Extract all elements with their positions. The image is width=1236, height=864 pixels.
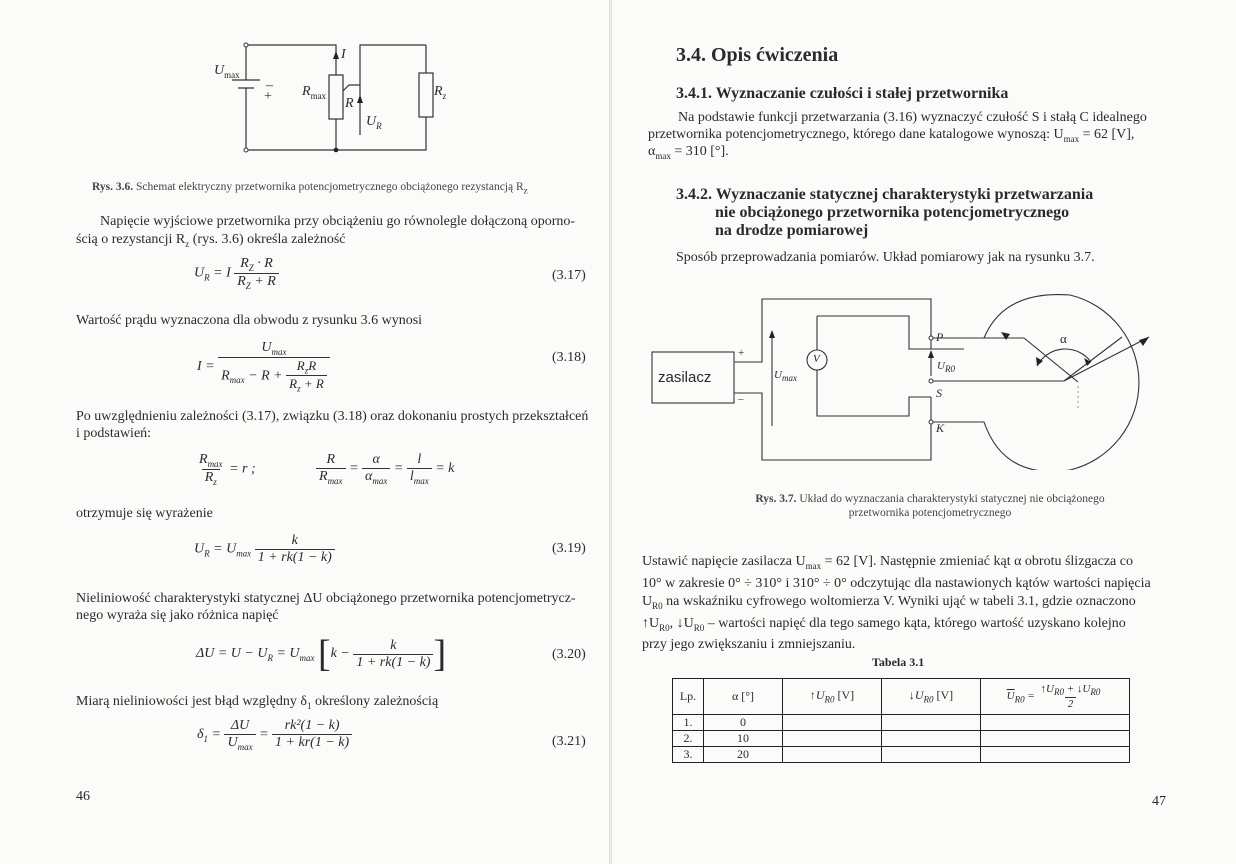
paragraph-5-cont: nego wyraża się jako różnica napięć <box>76 608 279 623</box>
fig37-minus: – <box>738 393 744 405</box>
paragraph-1-cont: ścią o rezystancji $R_z$ (rys. 3.6) określa zależność <box>76 232 346 249</box>
cell-empty <box>981 747 1130 763</box>
fig37-plus: + <box>738 347 745 359</box>
fig37-zasilacz-label: zasilacz <box>658 369 712 386</box>
fig36-rmax-label: $R_{max}$ <box>302 84 327 101</box>
fig36-i-label: I <box>341 47 346 62</box>
page-number-right: 47 <box>1152 794 1166 809</box>
fig37-voltmeter-label: V <box>813 353 820 365</box>
fig36-umax-label: $U_{max}$ <box>214 63 240 80</box>
left-page <box>0 0 612 864</box>
cell-empty <box>783 747 882 763</box>
cell-empty <box>882 715 981 731</box>
table-row <box>673 731 1130 747</box>
figure-3-6-caption: Rys. 3.6. Schemat elektryczny przetwornika potencjometrycznego obciążonego rezystancją $R_z$ <box>92 181 528 196</box>
cell-alpha: 10 <box>704 731 783 747</box>
paragraph-3-4-1-cont: przetwornika potencjometrycznego, którego dane katalogowe wynoszą: $U_{max} = 62$ [V], <box>648 127 1135 144</box>
cell-empty <box>981 715 1130 731</box>
cell-lp: 3. <box>673 747 704 763</box>
table-3-1-title: Tabela 3.1 <box>872 655 925 669</box>
equation-3-21: $\delta_1$ = $\frac{\Delta U}{U_{max}}$ = $\frac{\text{rk²(1 − k)}}{1 + kr(1 - k)}$ <box>197 718 352 752</box>
paragraph-4: otrzymuje się wyrażenie <box>76 506 213 521</box>
substitution-r: $\frac{R_{max}}{R_z}$ = r ; <box>199 452 256 487</box>
right-page <box>614 0 1236 864</box>
fig36-rz-label: $R_z$ <box>434 84 447 101</box>
section-title: 3.4. Opis ćwiczenia <box>676 44 839 66</box>
fig36-ur-label: $U_R$ <box>366 114 382 131</box>
cell-empty <box>882 731 981 747</box>
paragraph-3-cont: i podstawień: <box>76 426 152 441</box>
figure-3-7-circuit <box>644 290 1184 470</box>
substitution-k: $\frac{R}{R_{max}}$ = $\frac{\alpha}{\alpha_{max}}$ = $\frac{l}{l_{max}}$ = k <box>316 452 454 486</box>
subsection-3-4-2-title-line3: na drodze pomiarowej <box>715 222 869 239</box>
cell-empty <box>783 731 882 747</box>
table-row <box>673 715 1130 731</box>
equation-3-18-number: (3.18) <box>552 350 586 365</box>
figure-3-7-caption: Rys. 3.7. Układ do wyznaczania charakterystyki statycznej nie obciążonego przetwornika potencjometrycznego <box>755 493 1105 519</box>
cell-empty <box>783 715 882 731</box>
subsection-3-4-2-title: 3.4.2. Wyznaczanie statycznej charakterystyki przetwarzania <box>676 186 1094 203</box>
page-number-left: 46 <box>76 789 90 804</box>
subsection-3-4-1-title: 3.4.1. Wyznaczanie czułości i stałej przetwornika <box>676 85 1009 102</box>
col-ur0-mean: $\overline{U}_{R0}$ = $\frac{↑U_{R0} + ↓U_{R0}}{2}$ <box>981 679 1130 715</box>
paragraph-3-4-2: Sposób przeprowadzania pomiarów. Układ pomiarowy jak na rysunku 3.7. <box>676 250 1095 265</box>
equation-3-17-number: (3.17) <box>552 268 586 283</box>
cell-lp: 1. <box>673 715 704 731</box>
table-header-row <box>673 679 1130 715</box>
paragraph-3: Po uwzględnieniu zależności (3.17), związku (3.18) oraz dokonaniu prostych przekształceń <box>76 409 589 424</box>
table-3-1 <box>672 678 1130 763</box>
subsection-3-4-2-title-line2: nie obciążonego przetwornika potencjometrycznego <box>715 204 1070 221</box>
figure-3-6-circuit <box>200 25 470 175</box>
fig37-k-label: K <box>936 421 945 435</box>
cell-alpha: 0 <box>704 715 783 731</box>
paragraph-3-4-1-alpha: $\alpha_{max} = 310$ [°]. <box>648 144 729 161</box>
fig36-plus: + <box>264 89 272 104</box>
fig37-alpha-label: α <box>1060 331 1067 346</box>
col-lp: Lp. <box>673 679 704 715</box>
equation-3-20-number: (3.20) <box>552 647 586 662</box>
fig36-minus: – <box>266 78 273 93</box>
paragraph-6: Miarą nieliniowości jest błąd względny $\delta_1$ określony zależnością <box>76 694 439 711</box>
fig37-umax-label: $U_{max}$ <box>774 369 797 384</box>
paragraph-1: Napięcie wyjściowe przetwornika przy obciążeniu go równolegle dołączoną oporno- <box>100 214 576 229</box>
fig37-p-label: P <box>936 330 944 344</box>
equation-3-21-number: (3.21) <box>552 734 586 749</box>
equation-3-17: $U_R = I$ $\frac{R_Z \cdot R}{R_Z + R}$ <box>194 256 279 291</box>
cell-empty <box>882 747 981 763</box>
equation-3-19: $U_R = U_{max}$ $\frac{k}{1 + rk(1 - k)}$ <box>194 533 335 566</box>
col-alpha: α [°] <box>704 679 783 715</box>
paragraph-2: Wartość prądu wyznaczona dla obwodu z rysunku 3.6 wynosi <box>76 313 423 328</box>
cell-alpha: 20 <box>704 747 783 763</box>
paragraph-5: Nieliniowość charakterystyki statycznej ΔU obciążonego przetwornika potencjometrycz- <box>76 591 576 606</box>
equation-3-20: $\Delta U = U - U_R = U_{max}$ [k − $\frac{k}{1 + rk(1 - k)}$ ] <box>196 633 447 675</box>
paragraph-instructions: Ustawić napięcie zasilacza $U_{max} = 62$ [V]. Następnie zmieniać kąt α obrotu ślizgacza co 10° w zakresie 0° ÷ 310° i 310° ÷ 0° odczytując dla nastawionych kątów wartości napięcia $U_{R0}$ na wskaźniku cyfrowego woltomierza V. Wyniki ująć w tabeli 3.1, gdzie oznaczono $↑U_{R0}$, $↓U_{R0}$ – wartości napięć dla tego samego kąta, którego wartość uzyskano kolejno przy jego zwiększaniu i zmniejszaniu. <box>642 554 1151 653</box>
fig36-r-label: R <box>345 96 354 111</box>
col-ur0-down: $↓U_{R0}$ [V] <box>882 679 981 715</box>
col-ur0-up: $↑U_{R0}$ [V] <box>783 679 882 715</box>
cell-lp: 2. <box>673 731 704 747</box>
paragraph-3-4-1: Na podstawie funkcji przetwarzania (3.16) wyznaczyć czułość S i stałą C idealnego <box>678 110 1147 125</box>
fig37-s-label: S <box>936 386 942 400</box>
table-row <box>673 747 1130 763</box>
fig37-ur0-label: $U_{R0}$ <box>937 360 955 375</box>
equation-3-19-number: (3.19) <box>552 541 586 556</box>
equation-3-18: I = $U_{max}$ $R_{max} - R$ + $\frac{R_zR}{R_z + R}$ <box>197 340 330 394</box>
cell-empty <box>981 731 1130 747</box>
